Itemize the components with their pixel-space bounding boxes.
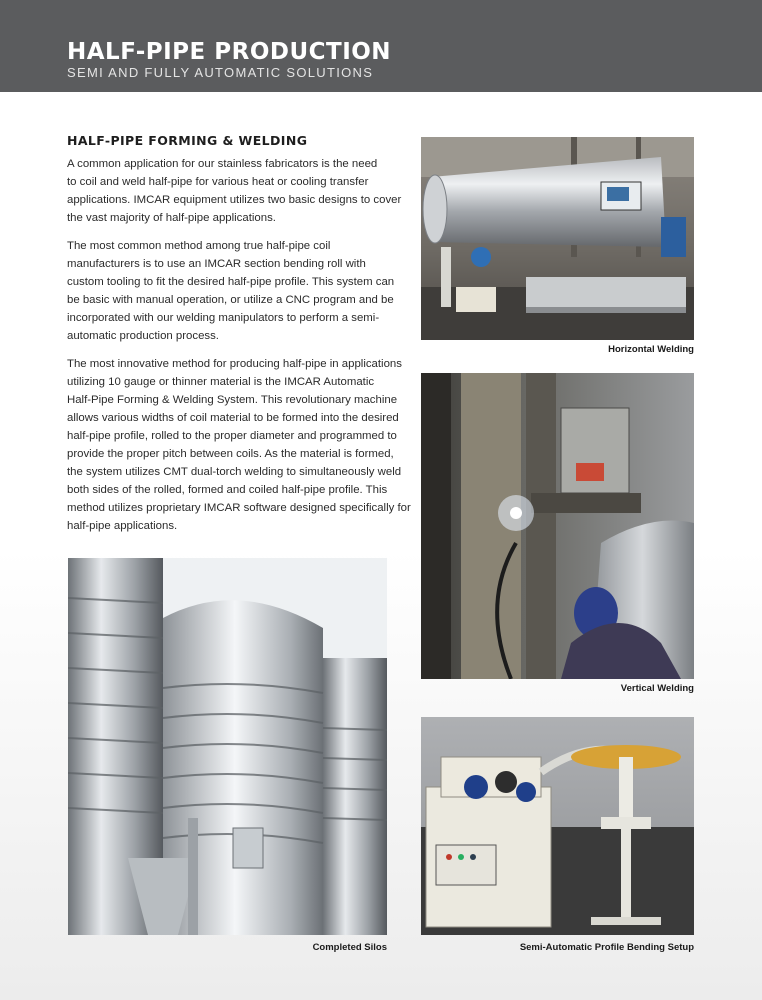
page-header (0, 0, 762, 92)
section-heading: HALF-PIPE FORMING & WELDING (67, 133, 308, 148)
paragraph-intro (67, 155, 402, 227)
text-line: manufacturers is to use an IMCAR section bending roll with (67, 258, 366, 270)
text-line: allows various widths of coil material to be formed into the desired (67, 412, 399, 424)
text-line: A common application for our stainless fabricators is the need (67, 158, 378, 170)
text-line: be basic with manual operation, or utilize a CNC program and be (67, 294, 394, 306)
text-line: the vast majority of half-pipe applications. (67, 212, 276, 224)
photo-profile-bending-setup (421, 717, 694, 935)
text-line: Half-Pipe Forming & Welding System. This revolutionary machine (67, 394, 398, 406)
text-line: utilizing 10 gauge or thinner material is the IMCAR Automatic (67, 376, 375, 388)
text-line: provide the proper pitch between coils. As the material is formed, (67, 448, 394, 460)
text-line: half-pipe profile, rolled to the proper diameter and programmed to (67, 430, 397, 442)
paragraph-automatic-system (67, 355, 411, 535)
photo-completed-silos (68, 558, 387, 935)
text-line: the system utilizes CMT dual-torch welding to simultaneously weld (67, 466, 402, 478)
text-line: half-pipe applications. (67, 520, 178, 532)
text-line: The most common method among true half-pipe coil (67, 240, 331, 252)
caption-completed-silos: Completed Silos (312, 942, 387, 953)
text-line: method utilizes proprietary IMCAR software designed specifically for (67, 502, 411, 514)
caption-profile-bending-setup: Semi-Automatic Profile Bending Setup (519, 942, 694, 953)
paragraph-section-bending (67, 237, 395, 345)
photo-vertical-welding (421, 373, 694, 679)
text-line: incorporated with our welding manipulators to perform a semi- (67, 312, 380, 324)
caption-horizontal-welding: Horizontal Welding (608, 344, 694, 355)
text-line: to coil and weld half-pipe for various heat or cooling transfer (67, 176, 369, 188)
text-line: custom tooling to fit the desired half-pipe profile. This system can (67, 276, 395, 288)
caption-vertical-welding: Vertical Welding (620, 683, 694, 694)
text-line: both sides of the rolled, formed and coiled half-pipe profile. This (67, 484, 388, 496)
text-line: The most innovative method for producing half-pipe in applications (67, 358, 402, 370)
page-subtitle: SEMI AND FULLY AUTOMATIC SOLUTIONS (67, 65, 374, 80)
text-line: applications. IMCAR equipment utilizes two basic designs to cover (67, 194, 402, 206)
photo-horizontal-welding (421, 137, 694, 340)
page-title: HALF-PIPE PRODUCTION (67, 39, 392, 65)
text-line: automatic production process. (67, 330, 219, 342)
